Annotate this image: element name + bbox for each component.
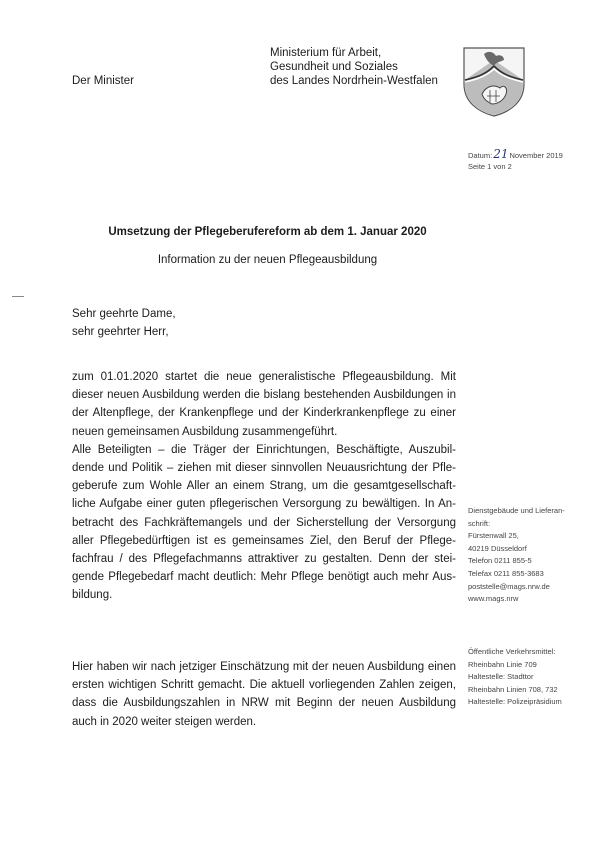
address-line: Telefon 0211 855-5 — [468, 556, 532, 566]
body-paragraph: Alle Beteiligten – die Träger der Einrichtungen, Beschäftigte, Auszubildende und Politik – ziehen mit dieser sinnvollen Neuausrichtung der Pflegeberufe zum Wohle Aller an einem Strang, um die gesamtgesellschaftliche Aufgabe einer guten pflegerischen Versorgung zu bewältigen. In Anbetracht des Fachkräftemangels und der Sicherstellung der Versorgung aller Pflegebedürftigen ist es gemeinsames Ziel, den Beruf der Pflegefachfrau / des Pflegefachmanns attraktiver zu gestalten. Denn der steigende Pflegebedarf macht deutlich: Mehr Pflege benötigt auch mehr Ausbildung. — [72, 443, 456, 602]
transport-line: Rheinbahn Linie 709 — [468, 659, 537, 669]
office-address-block — [468, 505, 565, 606]
body-text-block — [72, 368, 456, 605]
nrw-coat-of-arms-logo — [460, 44, 528, 118]
ministry-line: Ministerium für Arbeit, — [270, 47, 382, 59]
address-line: Telefax 0211 855-3683 — [468, 568, 544, 578]
transport-line: Haltestelle: Polizeipräsidium — [468, 697, 562, 707]
letter-subject: Umsetzung der Pflegeberufereform ab dem 1. Januar 2020 — [108, 226, 427, 238]
body-paragraph: zum 01.01.2020 startet die neue generalistische Pflegeausbildung. Mit dieser neuen Ausbildung werden die bislang bestehenden Ausbildungen in der Altenpflege, der Krankenpflege und der Kinderkrankenpflege zu einer neuen gemeinsamen Ausbildung zusammengeführt. — [72, 371, 456, 438]
ministry-line: Gesundheit und Soziales — [270, 61, 398, 73]
address-line: 40219 Düsseldorf — [468, 543, 527, 553]
transport-line: Haltestelle: Stadttor — [468, 672, 534, 682]
public-transport-block — [468, 646, 562, 709]
minister-label: Der Minister — [72, 75, 134, 87]
fold-mark — [12, 296, 24, 297]
salutation-line: Sehr geehrte Dame, — [72, 308, 176, 320]
address-line: schrift: — [468, 518, 491, 528]
ministry-name — [270, 46, 438, 88]
ministry-line: des Landes Nordrhein-Westfalen — [270, 75, 438, 87]
address-line: Fürstenwall 25, — [468, 531, 519, 541]
transport-line: Rheinbahn Linien 708, 732 — [468, 684, 558, 694]
date-month-year: November 2019 — [509, 151, 563, 160]
date-prefix: Datum: — [468, 151, 493, 160]
transport-line: Öffentliche Verkehrsmittel: — [468, 647, 556, 656]
page-number: Seite 1 von 2 — [468, 162, 512, 171]
letter-subtitle: Information zu der neuen Pflegeausbildung — [157, 254, 378, 266]
date-day: 21 — [493, 147, 509, 161]
salutation-line: sehr geehrter Herr, — [72, 326, 169, 338]
address-line: www.mags.nrw — [468, 594, 519, 604]
letter-date — [468, 147, 563, 161]
address-line: poststelle@mags.nrw.de — [468, 581, 550, 591]
address-line: Dienstgebäude und Lieferan- — [468, 506, 565, 515]
body-paragraph: Hier haben wir nach jetziger Einschätzung mit der neuen Ausbildung einen ersten wichtigen Schritt gemacht. Die aktuell vorliegenden Zahlen zeigen, dass die Ausbildungszahlen in NRW mit Beginn der neuen Ausbildung auch in 2020 weiter steigen werden. — [72, 661, 456, 728]
